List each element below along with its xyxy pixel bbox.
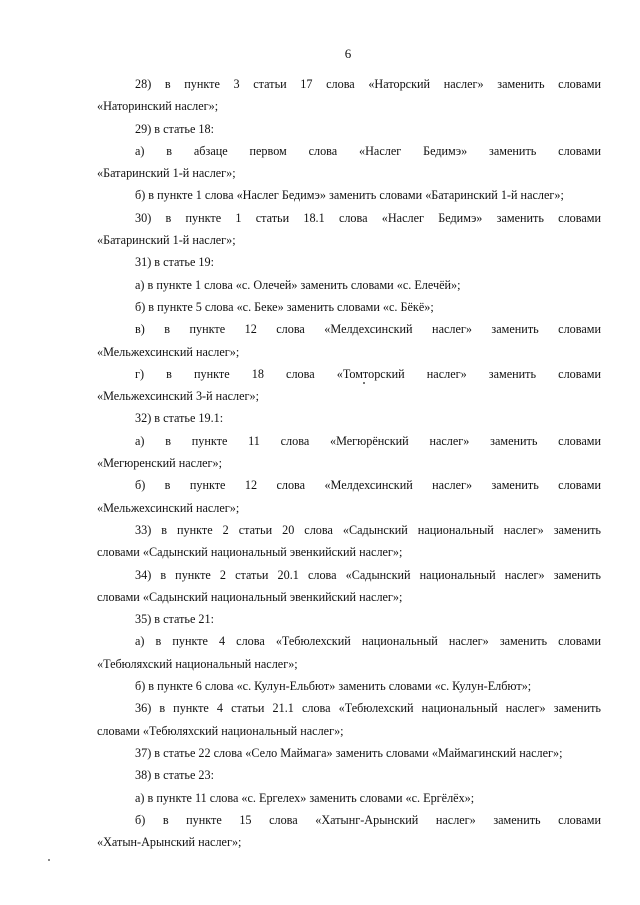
paragraph	[97, 251, 601, 273]
paragraph-line: 28) в пункте 3 статьи 17 слова «Наторский наслег» заменить словами	[135, 77, 601, 91]
paragraph	[97, 407, 601, 429]
paragraph-line: б) в пункте 12 слова «Мелдехсинский наслег» заменить словами	[135, 478, 601, 493]
paragraph	[97, 430, 601, 475]
paragraph-line: 36) в пункте 4 статьи 21.1 слова «Тебюлехский национальный наслег» заменить	[135, 701, 601, 716]
paragraph-line: «Мельжехсинский наслег»;	[97, 500, 240, 515]
paragraph-line: «Тебюляхский национальный наслег»;	[97, 656, 298, 671]
paragraph	[97, 519, 601, 564]
paragraph	[97, 296, 601, 318]
paragraph-line: 31) в статье 19:	[135, 255, 214, 270]
paragraph-line: 32) в статье 19.1:	[135, 411, 224, 426]
paragraph	[97, 274, 601, 296]
paragraph-line: б) в пункте 5 слова «с. Беке» заменить словами «с. Бёкё»;	[135, 299, 434, 314]
paragraph	[97, 564, 601, 609]
paragraph-line: а) в пункте 11 слова «с. Ергелех» заменить словами «с. Ергёлёх»;	[135, 790, 475, 805]
paragraph-line: 38) в статье 23:	[135, 768, 214, 783]
paragraph-line: 29) в статье 18:	[135, 121, 214, 136]
paragraph	[97, 742, 601, 764]
paragraph	[97, 363, 601, 408]
paragraph-line: а) в пункте 4 слова «Тебюлехский национальный наслег» заменить словами	[135, 634, 601, 649]
paragraph	[97, 140, 601, 185]
paragraph-line: 34) в пункте 2 статьи 20.1 слова «Садынский национальный наслег» заменить	[135, 567, 601, 582]
paragraph-line: словами «Тебюляхский национальный наслег»;	[97, 723, 344, 738]
paragraph-line: 35) в статье 21:	[135, 612, 214, 627]
paragraph	[97, 787, 601, 809]
paragraph	[97, 118, 601, 140]
paragraph-line: 33) в пункте 2 статьи 20 слова «Садынский национальный наслег» заменить	[135, 522, 601, 537]
scan-speck	[363, 382, 365, 384]
paragraph	[97, 697, 601, 742]
paragraph-line: «Мегюренский наслег»;	[97, 456, 223, 471]
paragraph	[97, 809, 601, 854]
paragraph	[97, 184, 601, 206]
paragraph-line: словами «Садынский национальный эвенкийский наслег»;	[97, 545, 403, 560]
paragraph-line: а) в абзаце первом слова «Наслег Бедимэ» заменить словами	[135, 143, 601, 158]
paragraph-line: 37) в статье 22 слова «Село Маймага» заменить словами «Маймагинский наслег»;	[135, 745, 563, 760]
paragraph	[97, 207, 601, 252]
paragraph-line: в) в пункте 12 слова «Мелдехсинский наслег» заменить словами	[135, 322, 601, 337]
paragraph-line: г) в пункте 18 слова «Томторский наслег» заменить словами	[135, 366, 601, 381]
paragraph-line: словами «Садынский национальный эвенкийский наслег»;	[97, 589, 403, 604]
paragraph-line: «Батаринский 1-й наслег»;	[97, 166, 236, 181]
paragraph	[97, 764, 601, 786]
paragraph-line: «Наторинский наслег»;	[97, 99, 219, 114]
scan-margin-mark	[48, 859, 50, 861]
paragraph-line: «Мельжехсинский 3-й наслег»;	[97, 389, 259, 404]
paragraph-line: «Мельжехсинский наслег»;	[97, 344, 240, 359]
paragraph	[97, 318, 601, 363]
paragraph-line: а) в пункте 11 слова «Мегюрёнский наслег» заменить словами	[135, 433, 601, 448]
paragraph	[97, 73, 601, 118]
paragraph	[97, 608, 601, 630]
paragraph	[97, 474, 601, 519]
paragraph-line: а) в пункте 1 слова «с. Олечей» заменить словами «с. Елечёй»;	[135, 277, 461, 292]
paragraph-line: б) в пункте 1 слова «Наслег Бедимэ» заменить словами «Батаринский 1-й наслег»;	[135, 188, 564, 203]
paragraph	[97, 675, 601, 697]
paragraph-line: б) в пункте 15 слова «Хатынг-Арынский наслег» заменить словами	[135, 812, 601, 827]
paragraph-line: «Хатын-Арынский наслег»;	[97, 835, 242, 850]
paragraph	[97, 630, 601, 675]
paragraph-line: б) в пункте 6 слова «с. Кулун-Ельбют» заменить словами «с. Кулун-Елбют»;	[135, 679, 532, 694]
paragraph-line: 30) в пункте 1 статьи 18.1 слова «Наслег Бедимэ» заменить словами	[135, 210, 601, 225]
document-body	[97, 73, 601, 853]
page-number: 6	[344, 46, 352, 61]
paragraph-line: «Батаринский 1-й наслег»;	[97, 233, 236, 248]
